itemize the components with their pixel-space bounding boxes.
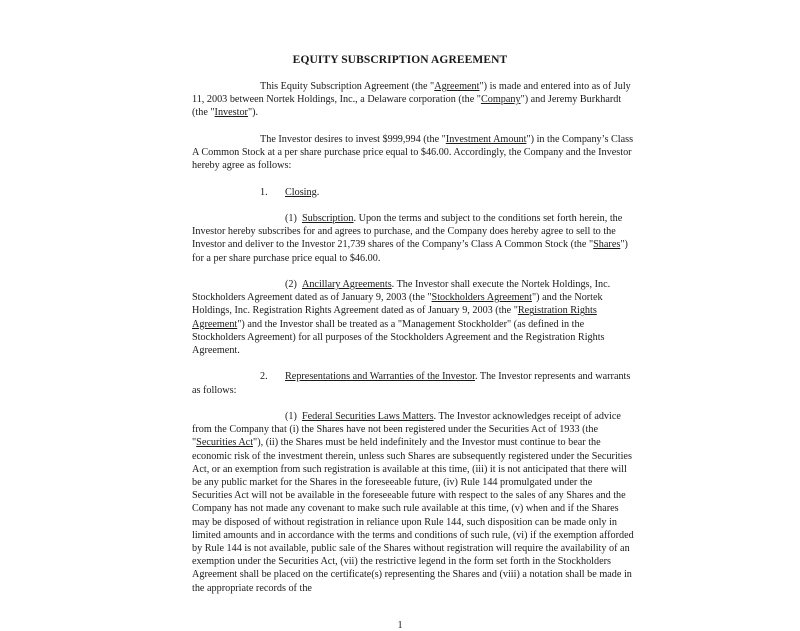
intro-text-2: ") is made and entered into as of July 11, 2003 between Nortek Holdings, Inc., a Delaware corporation (the " — [192, 81, 631, 106]
section-2-title: Representations and Warranties of the Investor — [285, 371, 475, 383]
subsection-1-2-number: (2) — [285, 278, 297, 290]
recital-paragraph — [192, 133, 634, 173]
section-2-heading — [192, 370, 634, 396]
subsection-1-2-text-3: ") and the Investor shall be treated as a "Management Stockholder" (as defined in the Stockholders Agreement) for all purposes of the Stockholders Agreement and the Registration Rights Agreement. — [192, 318, 605, 356]
subsection-1-2-text-1: . The Investor shall execute the Nortek Holdings, Inc. Stockholders Agreement dated as of January 9, 2003 (the " — [192, 278, 611, 304]
intro-text-4: "). — [247, 107, 259, 119]
subsection-1-2-title: Ancillary Agreements — [301, 278, 392, 290]
subsection-2-1 — [192, 410, 634, 595]
section-2-number: 2. — [260, 371, 268, 383]
subsection-1-1-title: Subscription — [301, 212, 354, 224]
defined-term-shares: Shares — [593, 239, 621, 251]
document-title: EQUITY SUBSCRIPTION AGREEMENT — [292, 54, 508, 66]
defined-term-securities-act: Securities Act — [196, 437, 254, 449]
section-1-punct: . — [316, 186, 320, 198]
page-number: 1 — [397, 620, 403, 631]
subsection-2-1-number: (1) — [285, 410, 297, 422]
recital-text-2: ") in the Company’s Class A Common Stock at a per share purchase price equal to $46.00. Accordingly, the Company and the Investor hereby agree as follows: — [192, 133, 634, 172]
subsection-1-2 — [192, 278, 634, 357]
defined-term-company: Company — [480, 94, 521, 106]
subsection-1-1 — [192, 212, 634, 265]
subsection-2-1-title: Federal Securities Laws Matters — [301, 410, 434, 422]
recital-text-1: The Investor desires to invest $999,994 (the " — [260, 133, 446, 145]
defined-term-stockholders-agreement: Stockholders Agreement — [431, 292, 532, 304]
intro-text-1: This Equity Subscription Agreement (the " — [260, 81, 435, 92]
subsection-1-1-text-2: ") for a per share purchase price equal to $46.00. — [192, 239, 628, 264]
defined-term-registration-rights-agreement: Registration Rights Agreement — [192, 305, 597, 330]
subsection-1-1-number: (1) — [285, 212, 297, 224]
intro-paragraph — [192, 80, 634, 120]
defined-term-investment-amount: Investment Amount — [445, 133, 527, 145]
section-1-number: 1. — [260, 186, 268, 198]
defined-term-agreement: Agreement — [434, 81, 480, 92]
section-2-text: . The Investor represents and warrants as follows: — [192, 371, 631, 396]
subsection-2-1-text-2: "), (ii) the Shares must be held indefinitely and the Investor must continue to bear the economic risk of the investment therein, unless such Shares are subsequently registered under the Securities Act, or an exemption from such registration is available at this time, (iii) it is not anticipated that there will be any public market for the Shares in the foreseeable future, (iv) Rule 144 promulgated under the Securities Act will not be available in the foreseeable future with respect to the sales of any Shares and the Company has not made any covenant to make such rule available at this time, (v) when and if the Shares may be disposed of without registration in reliance upon Rule 144, such disposition can be made only in limited amounts and in accordance with the terms and conditions of such rule, (vi) if the exemption afforded by Rule 144 is not available, public sale of the Shares without registration will require the availability of an exemption under the Securities Act, (vii) the restrictive legend in the form set forth in the Stockholders Agreement shall be placed on the certificate(s) representing the Shares and (viii) a notation shall be made in the appropriate records of the — [192, 437, 634, 594]
subsection-1-1-text-1: . Upon the terms and subject to the conditions set forth herein, the Investor hereby subscribes for and agrees to purchase, and the Company does hereby agree to sell to the Investor and deliver to the Investor 21,739 shares of the Company’s Class A Common Stock (the " — [192, 212, 623, 251]
section-1-heading — [192, 186, 634, 199]
defined-term-investor: Investor — [214, 107, 248, 119]
intro-text-3: ") and Jeremy Burkhardt (the " — [192, 94, 622, 119]
document-body — [192, 80, 634, 608]
subsection-2-1-text-1: . The Investor acknowledges receipt of advice from the Company that (i) the Shares have not been registered under the Securities Act of 1933 (the " — [192, 410, 621, 449]
subsection-1-2-text-2: ") and the Nortek Holdings, Inc. Registration Rights Agreement dated as of January 9, 2003 (the " — [192, 292, 603, 317]
section-1-title: Closing — [285, 186, 317, 198]
